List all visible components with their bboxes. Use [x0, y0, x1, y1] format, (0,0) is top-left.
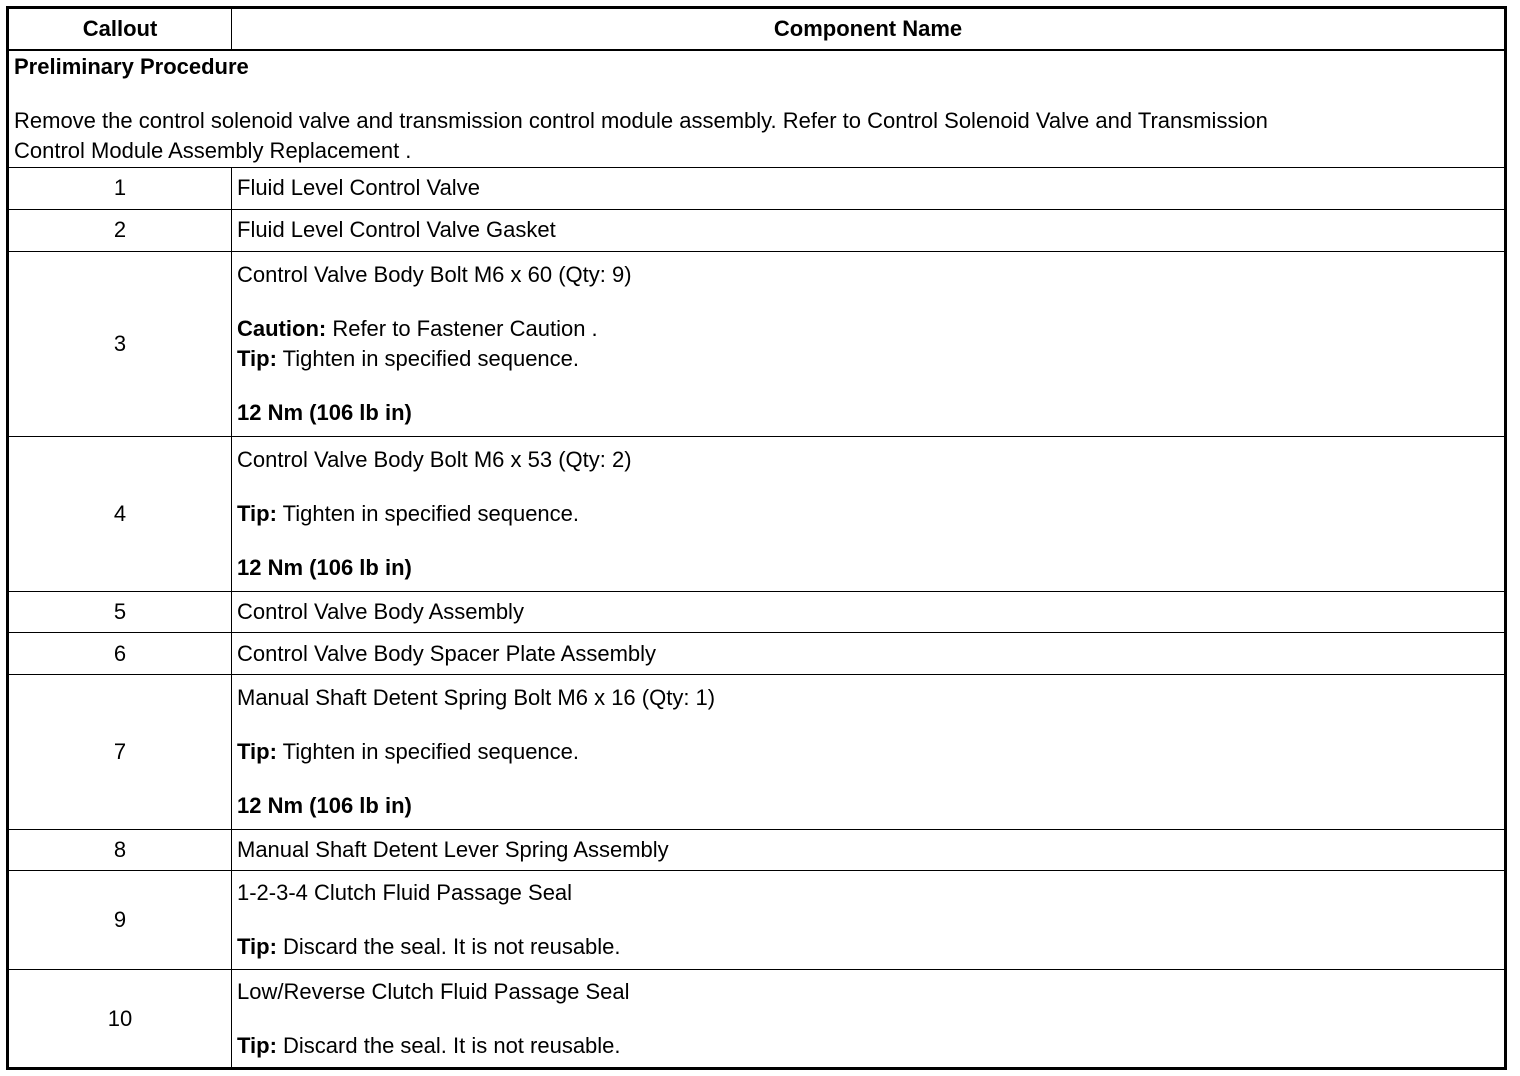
callout-number: 8: [8, 829, 232, 871]
component-cell: [232, 675, 1506, 830]
tip-label: Tip:: [237, 934, 277, 960]
torque-spec: 12 Nm (106 lb in): [237, 399, 412, 425]
component-name: Control Valve Body Bolt M6 x 60 (Qty: 9): [237, 261, 632, 287]
caution-note: [237, 314, 1499, 344]
preliminary-cell: [8, 50, 1506, 168]
preliminary-row: [8, 50, 1506, 168]
component-cell: [232, 970, 1506, 1069]
component-table: [6, 6, 1507, 1070]
tip-label: Tip:: [237, 1032, 277, 1058]
preliminary-text-line2: Control Module Assembly Replacement .: [14, 138, 412, 164]
torque-spec: 12 Nm (106 lb in): [237, 792, 412, 818]
tip-note: [237, 499, 1499, 529]
torque-spec: 12 Nm (106 lb in): [237, 554, 412, 580]
caution-label: Caution:: [237, 315, 327, 341]
component-name: Low/Reverse Clutch Fluid Passage Seal: [237, 978, 630, 1004]
preliminary-title: Preliminary Procedure: [14, 54, 249, 80]
component-name: Manual Shaft Detent Spring Bolt M6 x 16 (Qty: 1): [237, 684, 716, 710]
callout-number: 5: [8, 591, 232, 633]
component-name: Fluid Level Control Valve: [232, 168, 1506, 210]
callout-number: 10: [8, 970, 232, 1069]
table-row: [8, 633, 1506, 675]
callout-number: 4: [8, 436, 232, 591]
component-name: Control Valve Body Bolt M6 x 53 (Qty: 2): [237, 446, 632, 472]
component-name: 1-2-3-4 Clutch Fluid Passage Seal: [237, 880, 573, 906]
tip-label: Tip:: [237, 345, 277, 371]
callout-number: 6: [8, 633, 232, 675]
preliminary-text-line1: Remove the control solenoid valve and transmission control module assembly. Refer to Control Solenoid Valve and Transmission: [14, 108, 1268, 134]
tip-text: Tighten in specified sequence.: [276, 500, 580, 526]
tip-text: Tighten in specified sequence.: [276, 345, 580, 371]
callout-number: 1: [8, 168, 232, 210]
callout-number: 2: [8, 209, 232, 251]
table-row: [8, 970, 1506, 1069]
table-row: [8, 209, 1506, 251]
tip-note: [237, 737, 1499, 767]
table-row: [8, 591, 1506, 633]
callout-number: 3: [8, 251, 232, 436]
callout-header: Callout: [8, 8, 232, 51]
tip-text: Discard the seal. It is not reusable.: [276, 1032, 621, 1058]
component-cell: [232, 251, 1506, 436]
tip-text: Tighten in specified sequence.: [276, 738, 580, 764]
table-row: [8, 168, 1506, 210]
table-row: [8, 871, 1506, 970]
table-row: [8, 675, 1506, 830]
table-row: [8, 436, 1506, 591]
component-name: Control Valve Body Spacer Plate Assembly: [232, 633, 1506, 675]
tip-note: [237, 1031, 1499, 1061]
component-cell: [232, 436, 1506, 591]
component-name: Control Valve Body Assembly: [232, 591, 1506, 633]
tip-note: [237, 344, 1499, 374]
component-name: Fluid Level Control Valve Gasket: [232, 209, 1506, 251]
table-header-row: [8, 8, 1506, 51]
component-name: Manual Shaft Detent Lever Spring Assembly: [232, 829, 1506, 871]
callout-number: 9: [8, 871, 232, 970]
callout-number: 7: [8, 675, 232, 830]
tip-note: [237, 932, 1499, 962]
tip-label: Tip:: [237, 738, 277, 764]
caution-text: Refer to Fastener Caution .: [326, 315, 598, 341]
tip-text: Discard the seal. It is not reusable.: [276, 934, 621, 960]
component-cell: [232, 871, 1506, 970]
component-name-header: Component Name: [232, 8, 1506, 51]
table-row: [8, 829, 1506, 871]
tip-label: Tip:: [237, 500, 277, 526]
table-row: [8, 251, 1506, 436]
